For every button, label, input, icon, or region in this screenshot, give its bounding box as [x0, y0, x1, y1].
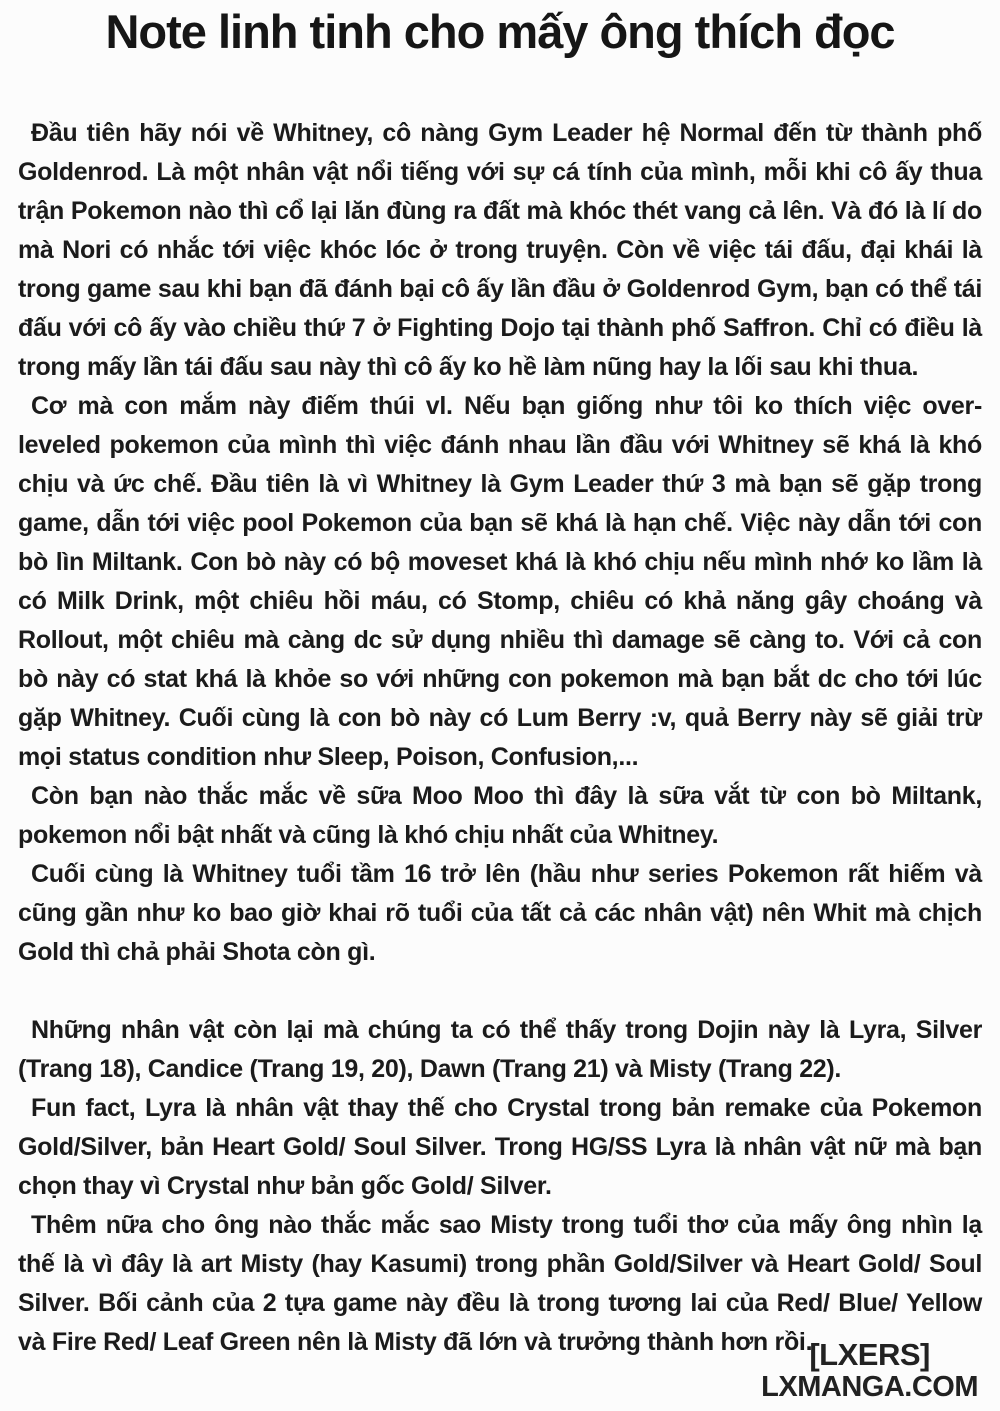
note-body: [0, 114, 1000, 1362]
paragraph-moomoo-milk: Còn bạn nào thắc mắc về sữa Moo Moo thì đây là sữa vắt từ con bò Miltank, pokemon nổi bật nhất và cũng là khó chịu nhất của Whitney.: [18, 782, 982, 850]
page-title: Note linh tinh cho mấy ông thích đọc: [105, 5, 895, 58]
paragraph-miltank: Cơ mà con mắm này điếm thúi vl. Nếu bạn giống như tôi ko thích việc over-leveled pokemon của mình thì việc đánh nhau lần đầu với Whitney sẽ khá là khó chịu và ức chế. Đầu tiên là vì Whitney là Gym Leader thứ 3 mà bạn sẽ gặp trong game, dẫn tới việc pool Pokemon của bạn sẽ khá là hạn chế. Việc này dẫn tới con bò lìn Miltank. Con bò này có bộ moveset khá là khó chịu nếu mình nhớ ko lầm là có Milk Drink, một chiêu hồi máu, có Stomp, chiêu có khả năng gây choáng và Rollout, một chiêu mà càng dc sử dụng nhiều thì damage sẽ càng to. Với cả con bò này có stat khá là khỏe so với những con pokemon mà bạn bắt dc cho tới lúc gặp Whitney. Cuối cùng là con bò này có Lum Berry :v, quả Berry này sẽ giải trừ mọi status condition như Sleep, Poison, Confusion,...: [18, 392, 982, 772]
watermark-site-url: LXMANGA.COM: [761, 1370, 978, 1403]
paragraph-whitney-intro: Đầu tiên hãy nói về Whitney, cô nàng Gym Leader hệ Normal đến từ thành phố Goldenrod. Là một nhân vật nổi tiếng với sự cá tính của mình, mỗi khi cô ấy thua trận Pokemon nào thì cổ lại lăn đùng ra đất mà khóc thét vang cả lên. Và đó là lí do mà Nori có nhắc tới việc khóc lóc ở trong truyện. Còn về việc tái đấu, đại khái là trong game sau khi bạn đã đánh bại cô ấy lần đầu ở Goldenrod Gym, bạn có thể tái đấu với cô ấy vào chiều thứ 7 ở Fighting Dojo tại thành phố Saffron. Chỉ có điều là trong mấy lần tái đấu sau này thì cô ấy ko hề làm nũng hay la lối sau khi thua.: [18, 119, 982, 382]
paragraph-misty-art: Thêm nữa cho ông nào thắc mắc sao Misty trong tuổi thơ của mấy ông nhìn lạ thế là vì đây là art Misty (hay Kasumi) trong phần Gold/Silver và Heart Gold/ Soul Silver. Bối cảnh của 2 tựa game này đều là trong tương lai của Red/ Blue/ Yellow và Fire Red/ Leaf Green nên là Misty đã lớn và trưởng thành hơn rồi.: [18, 1211, 982, 1357]
paragraph-lyra-fun-fact: Fun fact, Lyra là nhân vật thay thế cho Crystal trong bản remake của Pokemon Gold/Silver, bản Heart Gold/ Soul Silver. Trong HG/SS Lyra là nhân vật nữ mà bạn chọn thay vì Crystal như bản gốc Gold/ Silver.: [18, 1094, 982, 1201]
paragraph-whitney-age: Cuối cùng là Whitney tuổi tầm 16 trở lên (hầu như series Pokemon rất hiếm và cũng gần như ko bao giờ khai rõ tuổi của tất cả các nhân vật) nên Whit mà chịch Gold thì chả phải Shota còn gì.: [18, 860, 982, 967]
paragraph-other-characters: Những nhân vật còn lại mà chúng ta có thể thấy trong Dojin này là Lyra, Silver (Trang 18), Candice (Trang 19, 20), Dawn (Trang 21) và Misty (Trang 22).: [18, 1016, 982, 1084]
watermark-group-tag: [LXERS]: [809, 1337, 930, 1373]
watermark: [761, 1338, 978, 1403]
